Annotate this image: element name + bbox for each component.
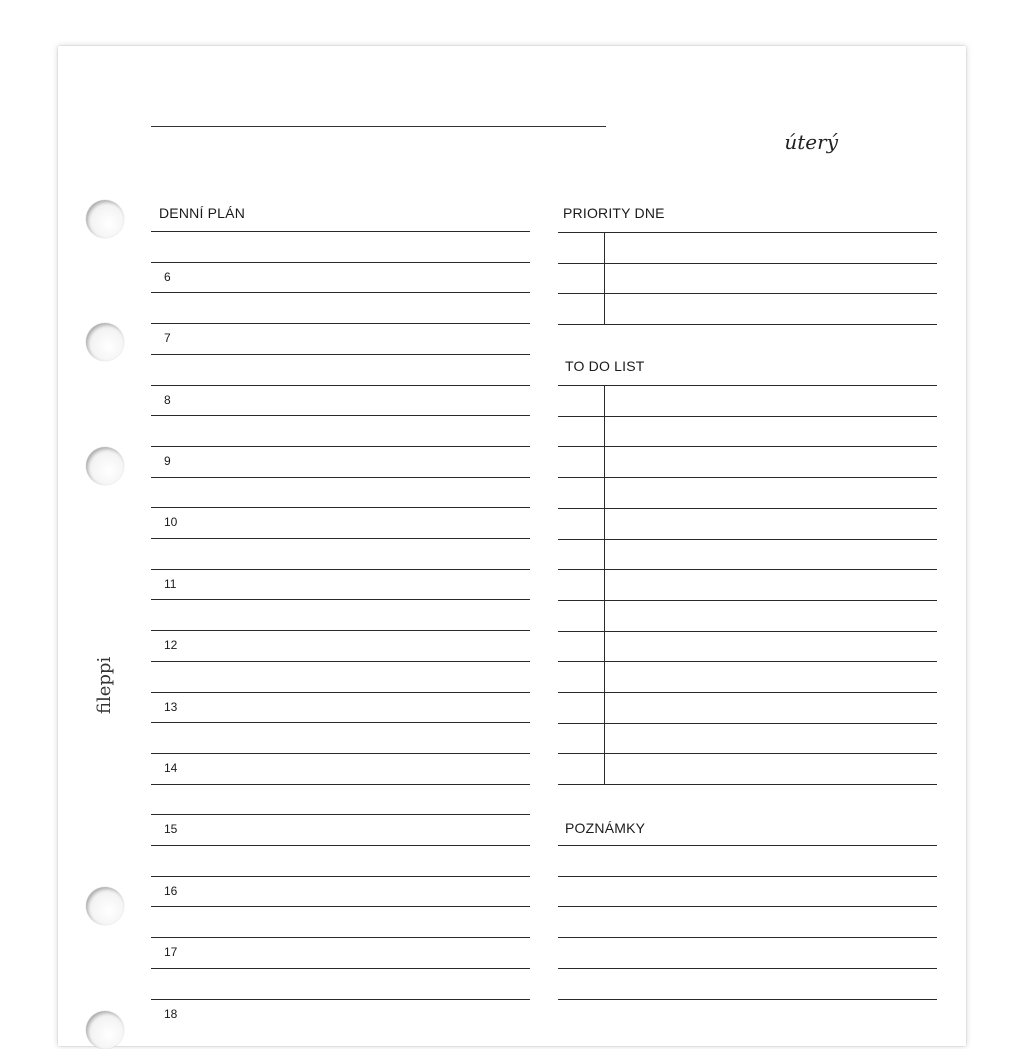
- hour-label: 7: [164, 331, 171, 345]
- hour-label: 9: [164, 454, 171, 468]
- punch-hole-4: [86, 887, 124, 925]
- hour-label: 18: [164, 1007, 178, 1021]
- daily-plan-line[interactable]: [151, 753, 530, 754]
- hour-label: 10: [164, 515, 178, 529]
- daily-plan-line[interactable]: [151, 292, 530, 293]
- daily-plan-line[interactable]: [151, 968, 530, 969]
- weekday-label: úterý: [784, 130, 838, 154]
- todo-line[interactable]: [558, 539, 937, 540]
- todo-line[interactable]: [558, 661, 937, 662]
- todo-line[interactable]: [558, 692, 937, 693]
- daily-plan-line[interactable]: [151, 876, 530, 877]
- daily-plan-line[interactable]: [151, 937, 530, 938]
- punch-hole-5: [86, 1011, 124, 1049]
- priority-checkbox-divider: [604, 232, 605, 324]
- todo-line[interactable]: [558, 416, 937, 417]
- priority-line[interactable]: [558, 324, 937, 325]
- daily-plan-line[interactable]: [151, 999, 530, 1000]
- date-line[interactable]: [151, 126, 606, 127]
- todo-line[interactable]: [558, 753, 937, 754]
- daily-plan-line[interactable]: [151, 231, 530, 232]
- notes-line[interactable]: [558, 968, 937, 969]
- todo-line[interactable]: [558, 477, 937, 478]
- daily-plan-line[interactable]: [151, 385, 530, 386]
- daily-plan-line[interactable]: [151, 538, 530, 539]
- hour-label: 8: [164, 393, 171, 407]
- hour-label: 12: [164, 638, 178, 652]
- daily-plan-line[interactable]: [151, 599, 530, 600]
- daily-plan-line[interactable]: [151, 661, 530, 662]
- priority-line[interactable]: [558, 263, 937, 264]
- notes-line[interactable]: [558, 906, 937, 907]
- hour-label: 13: [164, 700, 178, 714]
- daily-plan-line[interactable]: [151, 630, 530, 631]
- notes-heading: POZNÁMKY: [565, 820, 646, 836]
- todo-line[interactable]: [558, 446, 937, 447]
- daily-plan-line[interactable]: [151, 262, 530, 263]
- daily-plan-line[interactable]: [151, 415, 530, 416]
- daily-plan-line[interactable]: [151, 569, 530, 570]
- notes-line[interactable]: [558, 999, 937, 1000]
- daily-plan-heading: DENNÍ PLÁN: [159, 205, 246, 221]
- daily-plan-line[interactable]: [151, 845, 530, 846]
- punch-hole-2: [86, 323, 124, 361]
- notes-line[interactable]: [558, 876, 937, 877]
- daily-plan-line[interactable]: [151, 323, 530, 324]
- punch-hole-1: [86, 200, 124, 238]
- hour-label: 16: [164, 884, 178, 898]
- daily-plan-line[interactable]: [151, 446, 530, 447]
- daily-plan-line[interactable]: [151, 354, 530, 355]
- daily-plan-line[interactable]: [151, 814, 530, 815]
- hour-label: 6: [164, 270, 171, 284]
- hour-label: 17: [164, 945, 178, 959]
- daily-plan-line[interactable]: [151, 692, 530, 693]
- brand-logo: fileppi: [94, 656, 115, 714]
- hour-label: 15: [164, 822, 178, 836]
- daily-plan-line[interactable]: [151, 507, 530, 508]
- todo-line[interactable]: [558, 784, 937, 785]
- priority-line[interactable]: [558, 293, 937, 294]
- priorities-heading: PRIORITY DNE: [563, 205, 665, 221]
- todo-line[interactable]: [558, 569, 937, 570]
- todo-line[interactable]: [558, 508, 937, 509]
- todo-line[interactable]: [558, 385, 937, 386]
- todo-heading: TO DO LIST: [565, 358, 645, 374]
- todo-line[interactable]: [558, 600, 937, 601]
- todo-line[interactable]: [558, 631, 937, 632]
- priority-line[interactable]: [558, 232, 937, 233]
- todo-checkbox-divider: [604, 385, 605, 784]
- planner-page: [58, 46, 966, 1046]
- hour-label: 14: [164, 761, 178, 775]
- daily-plan-line[interactable]: [151, 477, 530, 478]
- notes-line[interactable]: [558, 937, 937, 938]
- notes-line[interactable]: [558, 845, 937, 846]
- hour-label: 11: [164, 577, 177, 591]
- todo-line[interactable]: [558, 723, 937, 724]
- daily-plan-line[interactable]: [151, 722, 530, 723]
- daily-plan-line[interactable]: [151, 784, 530, 785]
- daily-plan-line[interactable]: [151, 906, 530, 907]
- punch-hole-3: [86, 447, 124, 485]
